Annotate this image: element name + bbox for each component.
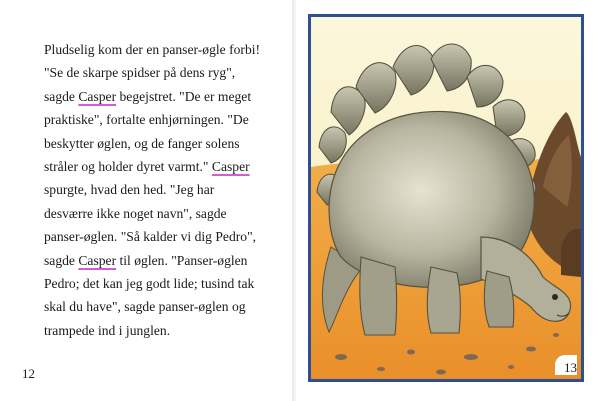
dino-front-leg bbox=[484, 271, 514, 327]
text-segment: Pludselig kom der en panser-øgle forbi! bbox=[44, 42, 261, 57]
text-line bbox=[44, 319, 290, 342]
text-line bbox=[44, 202, 290, 225]
text-segment: "Se de skarpe spidser på dens ryg", bbox=[44, 65, 236, 81]
highlighted-name: Casper bbox=[211, 159, 250, 175]
text-line bbox=[44, 272, 290, 295]
dino-hind-leg bbox=[360, 257, 397, 335]
text-line bbox=[44, 225, 290, 248]
dino-eye bbox=[552, 294, 558, 300]
text-segment: sagde bbox=[44, 88, 79, 104]
text-segment: begejstret. "De er meget bbox=[116, 88, 252, 104]
text-line bbox=[44, 38, 290, 61]
text-segment: til øglen. "Panser-øglen bbox=[116, 252, 248, 268]
page-number-right: 13 bbox=[564, 360, 577, 375]
text-segment: beskytter øglen, og de fanger solens bbox=[44, 135, 240, 151]
text-segment: desværre ikke noget navn", sagde bbox=[44, 205, 227, 221]
highlighted-name: Casper bbox=[78, 88, 117, 104]
text-line bbox=[44, 85, 290, 108]
text-segment: trampede ind i junglen. bbox=[44, 322, 171, 338]
page-number-left: 12 bbox=[22, 366, 35, 381]
text-segment: panser-øglen. "Så kalder vi dig Pedro", bbox=[44, 229, 257, 245]
text-segment: stråler og holder dyret varmt." bbox=[44, 159, 212, 175]
text-segment: Pedro; det kan jeg godt lide; tusind tak bbox=[44, 276, 255, 292]
text-segment: skal du have", sagde panser-øglen og bbox=[44, 299, 246, 315]
left-page bbox=[0, 0, 296, 401]
text-line bbox=[44, 178, 290, 201]
text-line bbox=[44, 61, 290, 84]
text-line bbox=[44, 295, 290, 318]
text-line bbox=[44, 249, 290, 272]
illustration-drawing bbox=[311, 17, 581, 379]
text-line bbox=[44, 108, 290, 131]
text-segment: sagde bbox=[44, 252, 79, 268]
story-text bbox=[44, 38, 290, 342]
text-segment: spurgte, hvad den hed. "Jeg har bbox=[44, 182, 215, 198]
highlighted-name: Casper bbox=[78, 252, 117, 268]
text-line bbox=[44, 132, 290, 155]
text-segment: praktiske", fortalte enhjørningen. "De bbox=[44, 112, 249, 128]
text-line bbox=[44, 155, 290, 178]
dino-mid-leg bbox=[427, 267, 460, 333]
stegosaurus-illustration bbox=[308, 14, 584, 382]
